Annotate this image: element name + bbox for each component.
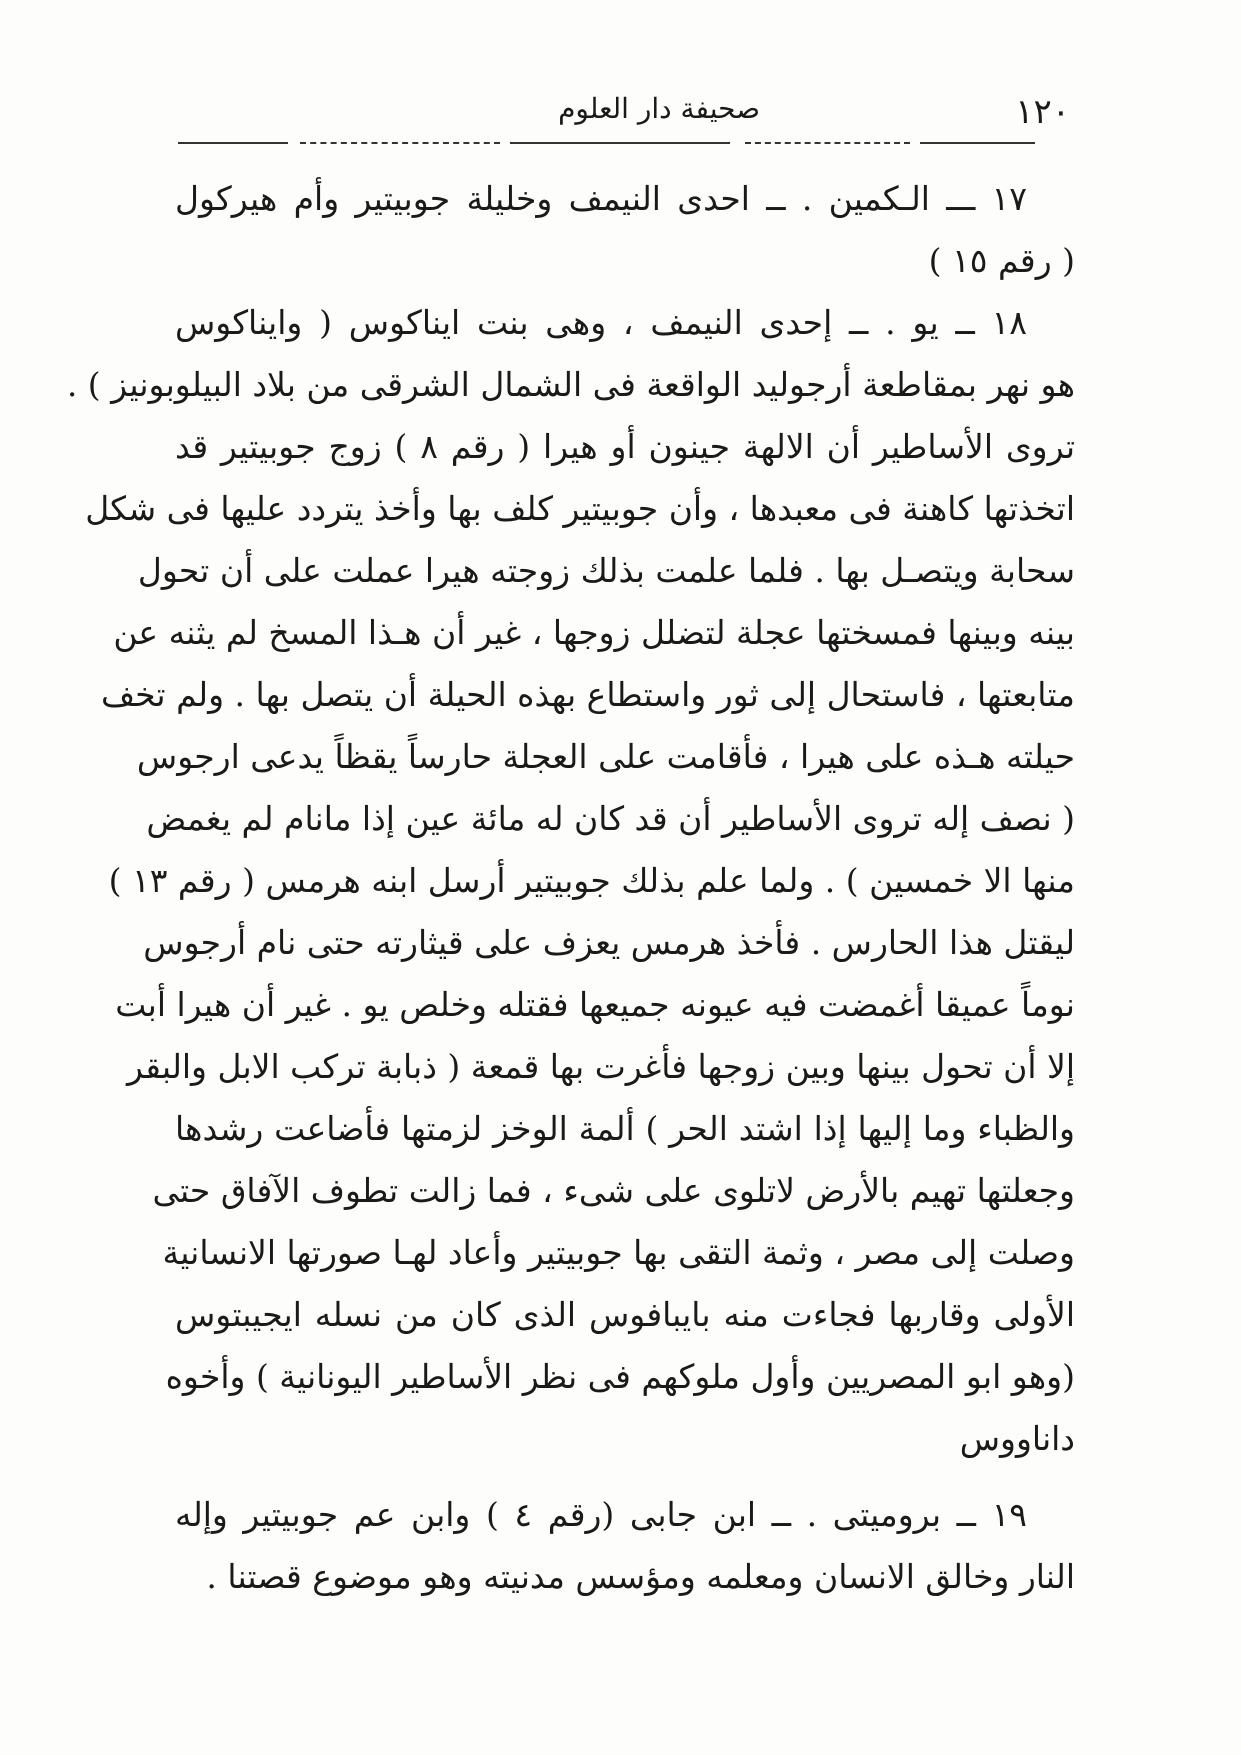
body-line-end: النار وخالق الانسان ومعلمه ومؤسس مدنيته وهو موضوع قصتنا . [206,1557,1075,1596]
body-line: وصلت إلى مصر ، وثمة التقى بها جوبيتير وأعاد لهـا صورتها الانسانية [162,1233,1075,1272]
article-body [66,168,1075,1608]
header-rule [178,142,288,144]
header-rule [920,142,1035,144]
body-line: وجعلتها تهيم بالأرض لاتلوى على شىء ، فما زالت تطوف الآفاق حتى [152,1171,1075,1210]
header-rule [745,142,910,144]
entry-19-line: ١٩ ــ بروميتى . ــ ابن جابى (رقم ٤ ) وابن عم جوبيتير وإله [175,1495,1028,1534]
body-line: منها الا خمسين ) . ولما علم بذلك جوبيتير أرسل ابنه هرمس ( رقم ١٣ ) [108,861,1075,900]
body-line: بينه وبينها فمسختها عجلة لتضلل زوجها ، غير أن هـذا المسخ لم يثنه عن [113,613,1075,652]
entry-17-reference: ( رقم ١٥ ) [928,241,1075,280]
body-line: تروى الأساطير أن الالهة جينون أو هيرا ( رقم ٨ ) زوج جوبيتير قد [175,427,1075,466]
header-rule [300,142,500,144]
body-line: إلا أن تحول بينها وبين زوجها فأغرت بها قمعة ( ذبابة تركب الابل والبقر [126,1047,1075,1086]
body-line: ( نصف إله تروى الأساطير أن قد كان له مائة عين إذا مانام لم يغمض [146,799,1075,838]
body-line: هو نهر بمقاطعة أرجوليد الواقعة فى الشمال الشرقى من بلاد البيلوبونيز ) . [66,365,1075,404]
body-line: (وهو ابو المصريين وأول ملوكهم فى نظر الأساطير اليونانية ) وأخوه [165,1357,1075,1396]
body-line: سحابة ويتصـل بها . فلما علمت بذلك زوجته هيرا عملت على أن تحول [137,551,1075,590]
body-line: والظباء وما إليها إذا اشتد الحر ) ألمة الوخز لزمتها فأضاعت رشدها [175,1109,1075,1148]
running-title: صحيفة دار العلوم [558,92,760,125]
body-line-end: داناووس [959,1419,1075,1458]
body-line: الأولى وقاربها فجاءت منه بايبافوس الذى كان من نسله ايجيبتوس [175,1295,1075,1334]
body-line: نوماً عميقا أغمضت فيه عيونه جميعها فقتله وخلص يو . غير أن هيرا أبت [115,985,1075,1024]
page-number: ١٢٠ [1015,92,1070,132]
page-header [170,88,1070,138]
header-rule [510,142,730,144]
entry-17-line: ١٧ ـــ الـكمين . ــ احدى النيمف وخليلة جوبيتير وأم هيركول [175,179,1027,218]
body-line: حيلته هـذه على هيرا ، فأقامت على العجلة حارساً يقظاً يدعى ارجوس [136,737,1075,776]
body-line: ليقتل هذا الحارس . فأخذ هرمس يعزف على قيثارته حتى نام أرجوس [143,923,1075,962]
entry-18-line: ١٨ ــ يو . ــ إحدى النيمف ، وهى بنت ايناكوس ( وايناكوس [175,303,1027,342]
body-line: اتخذتها كاهنة فى معبدها ، وأن جوبيتير كلف بها وأخذ يتردد عليها فى شكل [85,489,1075,528]
body-line: متابعتها ، فاستحال إلى ثور واستطاع بهذه الحيلة أن يتصل بها . ولم تخف [100,675,1075,714]
